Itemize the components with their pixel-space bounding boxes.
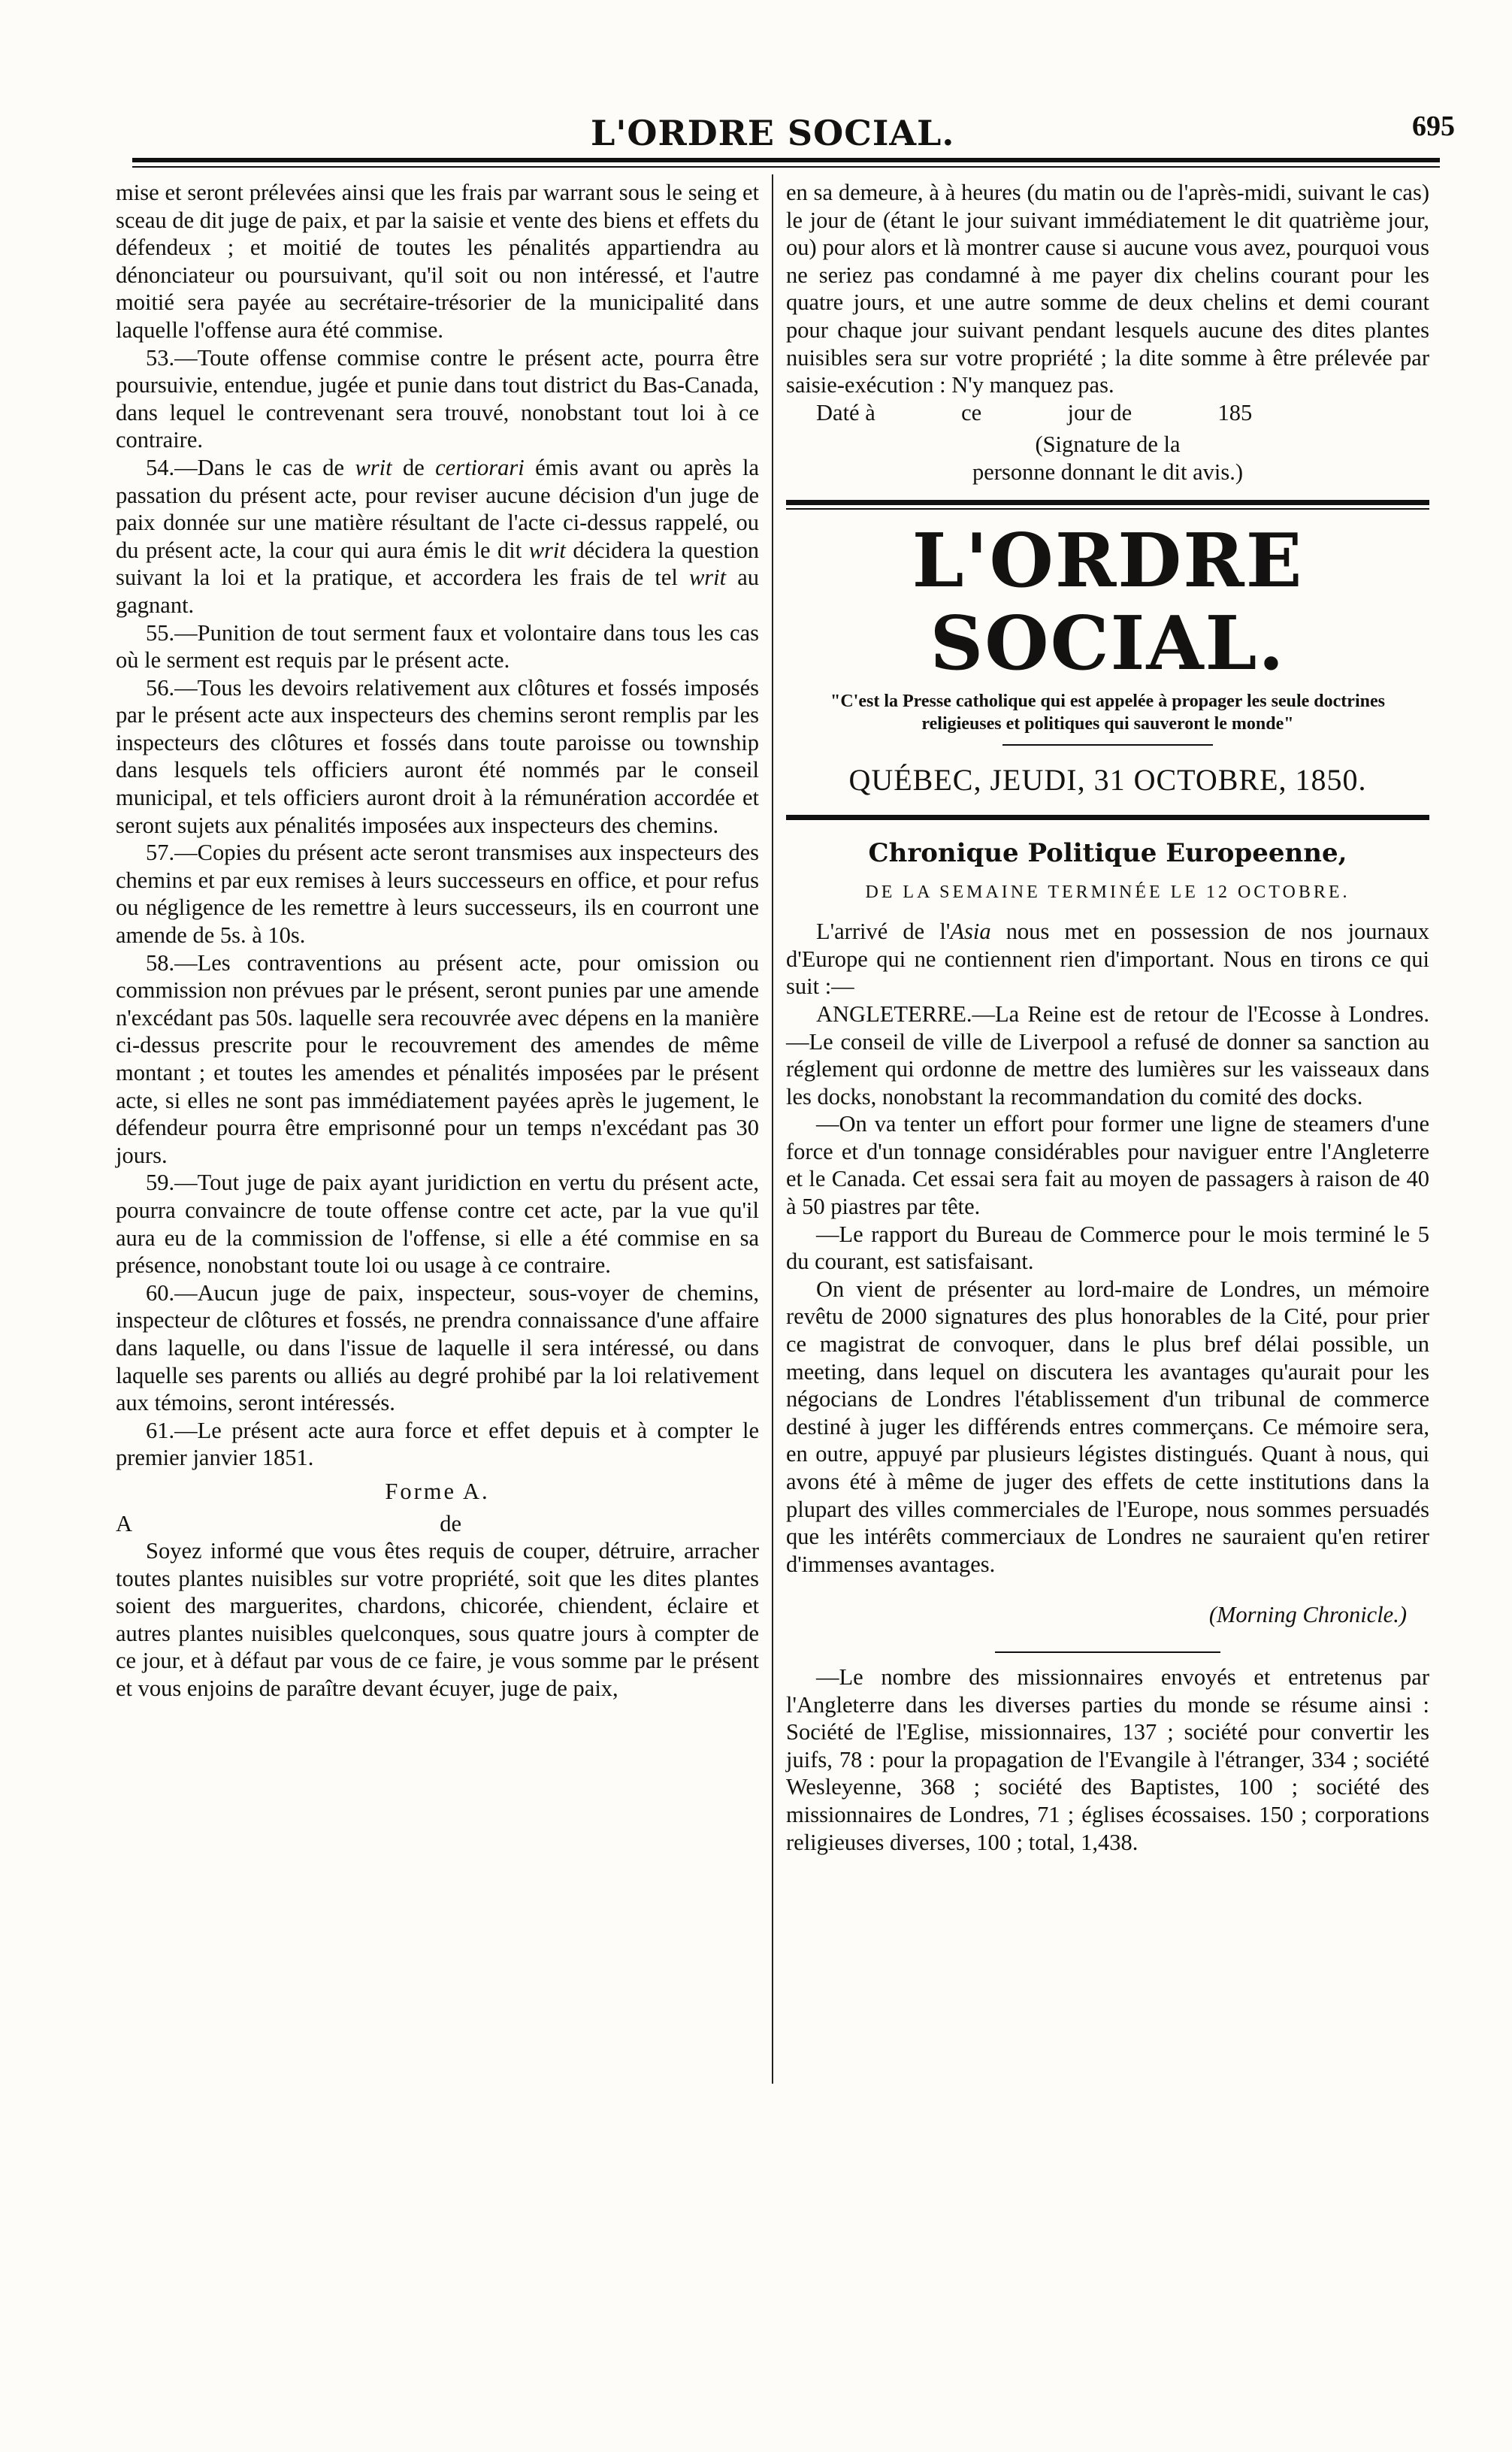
form-a: A xyxy=(116,1510,133,1536)
form-continuation: en sa demeure, à à heures (du matin ou de l'après-midi, suivant le cas) le jour de (étant le jour suivant immédiatement le dit quatrième jour, ou) pour alors et là montrer cause si aucune vous avez, pourquoi vous ne seriez pas condamné à me payer dix chelins courant pour les quatre jours, et une autre somme de deux chelins et demi courant pour chaque jour suivant pendant lesquels aucune des dites plantes nuisibles sera sur votre propriété ; la dite somme à être prélevée par saisie-exécution : N'y manquez pas. xyxy=(786,180,1429,398)
article-54: 54.—Dans le cas de writ de certiorari émis avant ou après la passation du présent acte, pour reviser aucune décision d'un juge de paix donnée sur une matière résultant de l'acte ci-dessus rappelé, ou du présent acte, la cour qui aura émis le dit writ décidera la question suivant la loi et la pratique, et accordera les frais de tel writ au gagnant. xyxy=(116,454,759,618)
article-53: 53.—Toute offense commise contre le présent acte, pourra être poursuivie, entendue, jugée et punie dans tout district du Bas-Canada, dans lequel le contrevenant sera trouvé, nonobstant tout loi à ce contraire. xyxy=(116,344,759,453)
paragraph-bureau: —Le rapport du Bureau de Commerce pour le mois terminé le 5 du courant, est satisfaisant. xyxy=(786,1221,1429,1275)
header-rule-thin xyxy=(132,166,1440,168)
paragraph-missionnaires: —Le nombre des missionnaires envoyés et entretenus par l'Angleterre dans les diverses parties du monde se résume ainsi : Société de l'Eglise, missionnaires, 137 ; société pour convertir les juifs, 78 : pour la propagation de l'Evangile à l'étranger, 334 ; société Wesleyenne, 368 ; société des Baptistes, 100 ; société des missionnaires de Londres, 71 ; églises écossaises. 150 ; corporations religieuses diverses, 100 ; total, 1,438. xyxy=(786,1663,1429,1855)
section-separator xyxy=(995,1651,1220,1653)
article-59: 59.—Tout juge de paix ayant juridiction en vertu du présent acte, pourra convaincre de toute offense contre cet acte, par la vue qu'il aura eu de la commission de l'offense, si elle a été commise en sa présence, nonobstant toute loi ou usage à ce contraire. xyxy=(116,1170,759,1279)
article-57: 57.—Copies du présent acte seront transmises aux inspecteurs des chemins et par eux remises à leurs successeurs en office, et pour refus ou négligence de les remettre à leurs successeurs, ils en courront une amende de 5s. à 10s. xyxy=(116,840,759,949)
motto-rule xyxy=(1002,744,1213,746)
masthead-title: L'ORDRE SOCIAL. xyxy=(912,517,1304,687)
signature-line-2: personne donnant le dit avis.) xyxy=(972,459,1243,485)
running-title: L'ORDRE SOCIAL. xyxy=(591,113,955,153)
column-divider xyxy=(772,174,773,2084)
article-60: 60.—Aucun juge de paix, inspecteur, sous-voyer de chemins, inspecteur de clôtures et fossés, ne prendra connaissance d'une affaire dans laquelle, ou dans l'issue de laquelle il sera intéressé, ou dans laquelle ses parents ou alliés au degré prohibé par la loi relativement aux témoins, seront intéressés. xyxy=(116,1279,759,1416)
masthead-motto: "C'est la Presse catholique qui est appelée à propager les seule doctrines religieuses et politiques qui sauveront le monde" xyxy=(830,691,1385,734)
article-56: 56.—Tous les devoirs relativement aux clôtures et fossés imposés par le présent acte aux inspecteurs des chemins seront remplis par les inspecteurs des clôtures et fossés dans toute paroisse ou township dans lesquels tels officiers auront été nommés par le conseil municipal, et tels officiers auront droit à la rémunération accordée et seront sujets aux pénalités imposées aux inspecteurs des chemins. xyxy=(116,674,759,838)
masthead-rule-top xyxy=(786,500,1429,505)
paragraph-memoire: On vient de présenter au lord-maire de Londres, un mémoire revêtu de 2000 signatures des plus honorables de la Cité, pour prier ce magistrat de convoquer, dans le plus bref délai possible, un meeting, dans lequel on discutera les avantages qu'aurait pour les négocians de Londres l'établissement d'un tribunal de commerce destiné à juger les différends entres commerçans. Ce mémoire sera, en outre, appuyé par plusieurs légistes distingués. Quant à nous, qui avons été à même de juger des effets de cette institutions dans la plupart des villes commerciales de l'Europe, nous sommes persuadés que les intérêts commerciaux de Londres ne sauraient qu'en retirer d'immenses avantages. xyxy=(786,1276,1429,1577)
signature-line-1: (Signature de la xyxy=(1035,431,1181,458)
form-date-line: Daté à ce jour de 185 xyxy=(816,399,1253,425)
issue-dateline: QUÉBEC, JEUDI, 31 OCTOBRE, 1850. xyxy=(848,762,1367,797)
header-rule xyxy=(132,158,1440,162)
form-body: Soyez informé que vous êtes requis de couper, détruire, arracher toutes plantes nuisibles sur votre propriété, soit que les dites plantes soient des marguerites, chardons, chicorée, chiendent, éclaire et autres plantes nuisibles quelconques, sous quatre jours à compter de ce jour, et à défaut par vous de ce faire, je vous somme par le présent et vous enjoins de paraître devant écuyer, juge de paix, xyxy=(116,1538,759,1702)
paragraph-steamers: —On va tenter un effort pour former une ligne de steamers d'une force et d'un tonnage considérables pour naviguer entre l'Angleterre et le Canada. Cet essai sera fait au moyen de passagers à raison de 40 à 50 piastres par tête. xyxy=(786,1111,1429,1220)
form-address-line xyxy=(116,1510,461,1538)
article-55: 55.—Punition de tout serment faux et volontaire dans tous les cas où le serment est requis par le présent acte. xyxy=(116,619,759,674)
form-de: de xyxy=(440,1510,461,1536)
source-attribution: (Morning Chronicle.) xyxy=(1208,1601,1407,1627)
section-subtitle: DE LA SEMAINE TERMINÉE LE 12 OCTOBRE. xyxy=(865,882,1350,902)
paragraph-intro: mise et seront prélevées ainsi que les frais par warrant sous le seing et sceau de dit juge de paix, et par la saisie et vente des biens et effets du défendeux ; et moitié de toutes les pénalités appartiendra au dénonciateur ou poursuivant, qu'il soit ou non intéressé, et l'autre moitié sera payée au secrétaire-trésorier de la municipalité dans laquelle l'offense aura été commise. xyxy=(116,180,759,343)
form-title: Forme A. xyxy=(385,1478,490,1504)
page-number: 695 xyxy=(1412,110,1455,142)
article-58: 58.—Les contraventions au présent acte, pour omission ou commission non prévues par le présent, seront punies par une amende n'excédant pas 50s. laquelle sera recouvrée avec dépens en la manière ci-dessus prescrite pour le recouvrement des amendes de même montant ; et toutes les amendes et pénalités imposées par le présent acte, si elles ne sont pas immédiatement payées après le jugement, le défendeur pourra être emprisonné pour un temps n'excédant pas 30 jours. xyxy=(116,949,759,1168)
paragraph-angleterre: ANGLETERRE.—La Reine est de retour de l'Ecosse à Londres.—Le conseil de ville de Liverpool a refusé de donner sa sanction au réglement qui ordonne de mettre des lumières sur les vaisseaux dans les docks, nonobstant la recommandation du comité des docks. xyxy=(786,1000,1429,1109)
section-title: Chronique Politique Europeenne, xyxy=(868,837,1347,868)
page-header xyxy=(0,0,1512,165)
right-column xyxy=(786,179,1429,1856)
article-61: 61.—Le présent acte aura force et effet depuis et à compter le premier janvier 1851. xyxy=(116,1417,759,1471)
left-column xyxy=(116,179,759,1703)
paragraph-asia: L'arrivé de l'Asia nous met en possession de nos journaux d'Europe qui ne contiennent rien d'important. Nous en tirons ce qui suit :— xyxy=(786,919,1429,1000)
dateline-rule xyxy=(786,815,1429,820)
masthead-rule-thin xyxy=(786,508,1429,510)
